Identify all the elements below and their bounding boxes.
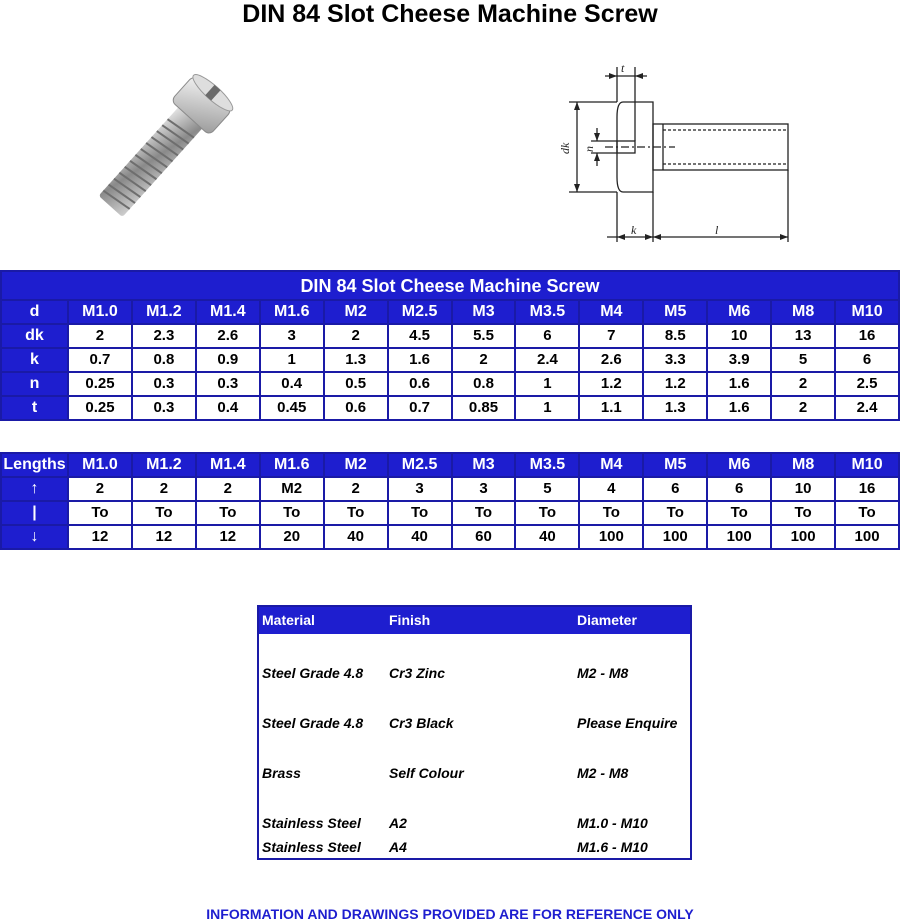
table-row: [1, 372, 899, 396]
value-cell: 40: [388, 525, 452, 549]
value-cell: To: [260, 501, 324, 525]
value-cell: 40: [515, 525, 579, 549]
value-cell: 5: [771, 348, 835, 372]
value-cell: 100: [835, 525, 899, 549]
value-cell: 12: [132, 525, 196, 549]
label-l: l: [715, 223, 719, 237]
value-cell: 1.6: [388, 348, 452, 372]
value-cell: 10: [771, 477, 835, 501]
value-cell: 2.6: [196, 324, 260, 348]
diameter-cell: M2 - M8: [577, 765, 629, 781]
value-cell: 0.3: [132, 372, 196, 396]
value-cell: 5.5: [452, 324, 516, 348]
materials-header: [259, 607, 690, 634]
value-cell: To: [515, 501, 579, 525]
size-header: M1.4: [196, 300, 260, 324]
value-cell: 100: [707, 525, 771, 549]
table-row: [1, 396, 899, 420]
value-cell: 3: [452, 477, 516, 501]
value-cell: 0.25: [68, 396, 132, 420]
diameter-cell: M1.6 - M10: [577, 839, 648, 855]
value-cell: 0.7: [388, 396, 452, 420]
table-caption: DIN 84 Slot Cheese Machine Screw: [1, 271, 899, 300]
row-label-header: Lengths: [1, 453, 68, 477]
material-cell: Steel Grade 4.8: [262, 665, 364, 681]
value-cell: 0.4: [196, 396, 260, 420]
value-cell: 0.8: [132, 348, 196, 372]
size-header: M3: [452, 300, 516, 324]
table-row: [1, 501, 899, 525]
value-cell: 1.1: [579, 396, 643, 420]
disclaimer-footer: INFORMATION AND DRAWINGS PROVIDED ARE FOR REFERENCE ONLY: [206, 906, 694, 922]
value-cell: 2: [132, 477, 196, 501]
value-cell: 0.4: [260, 372, 324, 396]
value-cell: 10: [707, 324, 771, 348]
technical-drawing: [555, 62, 800, 247]
header-diameter: Diameter: [577, 612, 637, 628]
value-cell: 2: [324, 324, 388, 348]
value-cell: To: [452, 501, 516, 525]
value-cell: 8.5: [643, 324, 707, 348]
diameter-cell: M1.0 - M10: [577, 815, 648, 831]
material-cell: Steel Grade 4.8: [262, 715, 364, 731]
size-header: M8: [771, 300, 835, 324]
size-header: M3.5: [515, 300, 579, 324]
row-label: k: [1, 348, 68, 372]
material-cell: Stainless Steel: [262, 815, 361, 831]
value-cell: 0.6: [388, 372, 452, 396]
value-cell: 1.6: [707, 372, 771, 396]
value-cell: 12: [68, 525, 132, 549]
value-cell: 20: [260, 525, 324, 549]
value-cell: To: [132, 501, 196, 525]
value-cell: 1: [260, 348, 324, 372]
value-cell: 40: [324, 525, 388, 549]
table-row: [1, 324, 899, 348]
value-cell: 3.3: [643, 348, 707, 372]
screw-photo: [78, 62, 250, 232]
diameter-cell: M2 - M8: [577, 665, 629, 681]
value-cell: 2.3: [132, 324, 196, 348]
value-cell: 5: [515, 477, 579, 501]
value-cell: To: [835, 501, 899, 525]
materials-table: [257, 605, 692, 860]
value-cell: 0.8: [452, 372, 516, 396]
size-header: M1.2: [132, 453, 196, 477]
material-row: [259, 812, 690, 834]
size-header: M10: [835, 300, 899, 324]
table-row: [1, 477, 899, 501]
value-cell: To: [643, 501, 707, 525]
value-cell: 0.3: [132, 396, 196, 420]
header-finish: Finish: [389, 612, 431, 628]
material-row: [259, 712, 690, 734]
value-cell: 0.3: [196, 372, 260, 396]
header-row: [1, 300, 899, 324]
value-cell: 2.4: [835, 396, 899, 420]
value-cell: 6: [835, 348, 899, 372]
size-header: M1.2: [132, 300, 196, 324]
value-cell: 0.6: [324, 396, 388, 420]
label-t: t: [621, 62, 625, 75]
value-cell: 7: [579, 324, 643, 348]
table-row: [1, 348, 899, 372]
value-cell: 12: [196, 525, 260, 549]
value-cell: 0.25: [68, 372, 132, 396]
size-header: M2.5: [388, 300, 452, 324]
value-cell: 2: [68, 477, 132, 501]
header-row: [1, 453, 899, 477]
value-cell: 0.45: [260, 396, 324, 420]
value-cell: 100: [643, 525, 707, 549]
material-cell: Brass: [262, 765, 301, 781]
size-header: M10: [835, 453, 899, 477]
row-label: n: [1, 372, 68, 396]
value-cell: 6: [643, 477, 707, 501]
value-cell: 2: [771, 372, 835, 396]
value-cell: 16: [835, 324, 899, 348]
value-cell: To: [324, 501, 388, 525]
label-n: n: [582, 146, 596, 152]
value-cell: 0.7: [68, 348, 132, 372]
finish-cell: Cr3 Black: [389, 715, 454, 731]
value-cell: 2: [452, 348, 516, 372]
value-cell: To: [579, 501, 643, 525]
size-header: M6: [707, 300, 771, 324]
size-header: M4: [579, 300, 643, 324]
size-header: M3.5: [515, 453, 579, 477]
value-cell: To: [771, 501, 835, 525]
size-header: M5: [643, 300, 707, 324]
value-cell: 3: [260, 324, 324, 348]
value-cell: 1: [515, 396, 579, 420]
value-cell: 6: [515, 324, 579, 348]
value-cell: To: [707, 501, 771, 525]
finish-cell: Self Colour: [389, 765, 464, 781]
value-cell: 100: [579, 525, 643, 549]
value-cell: 1.3: [643, 396, 707, 420]
label-k: k: [631, 223, 637, 237]
row-label: |: [1, 501, 68, 525]
size-header: M5: [643, 453, 707, 477]
value-cell: 6: [707, 477, 771, 501]
size-header: M1.4: [196, 453, 260, 477]
value-cell: 2: [196, 477, 260, 501]
value-cell: 3: [388, 477, 452, 501]
value-cell: 2.4: [515, 348, 579, 372]
row-label: t: [1, 396, 68, 420]
dimensions-table: [0, 270, 900, 421]
value-cell: 2: [771, 396, 835, 420]
value-cell: 2.6: [579, 348, 643, 372]
size-header: M2: [324, 300, 388, 324]
material-cell: Stainless Steel: [262, 839, 361, 855]
lengths-table: [0, 452, 900, 550]
value-cell: M2: [260, 477, 324, 501]
value-cell: 4: [579, 477, 643, 501]
size-header: M1.6: [260, 453, 324, 477]
diameter-cell: Please Enquire: [577, 715, 678, 731]
value-cell: 16: [835, 477, 899, 501]
size-header: M4: [579, 453, 643, 477]
table-row: [1, 525, 899, 549]
size-header: M3: [452, 453, 516, 477]
value-cell: 1.2: [643, 372, 707, 396]
row-label: ↑: [1, 477, 68, 501]
value-cell: 0.9: [196, 348, 260, 372]
label-dk: dk: [558, 142, 572, 154]
header-material: Material: [262, 612, 315, 628]
finish-cell: Cr3 Zinc: [389, 665, 446, 681]
size-header: M1.0: [68, 300, 132, 324]
value-cell: 13: [771, 324, 835, 348]
size-header: M1.6: [260, 300, 324, 324]
value-cell: 100: [771, 525, 835, 549]
value-cell: 2.5: [835, 372, 899, 396]
value-cell: To: [196, 501, 260, 525]
value-cell: 2: [68, 324, 132, 348]
material-row: [259, 762, 690, 784]
finish-cell: A4: [389, 839, 407, 855]
row-label: dk: [1, 324, 68, 348]
value-cell: 0.5: [324, 372, 388, 396]
value-cell: 1.2: [579, 372, 643, 396]
value-cell: 1: [515, 372, 579, 396]
value-cell: 3.9: [707, 348, 771, 372]
size-header: M2.5: [388, 453, 452, 477]
finish-cell: A2: [389, 815, 407, 831]
value-cell: To: [388, 501, 452, 525]
value-cell: 2: [324, 477, 388, 501]
size-header: M6: [707, 453, 771, 477]
row-label: ↓: [1, 525, 68, 549]
size-header: M2: [324, 453, 388, 477]
value-cell: 0.85: [452, 396, 516, 420]
page-title: DIN 84 Slot Cheese Machine Screw: [242, 0, 658, 28]
material-row: [259, 662, 690, 684]
value-cell: 1.3: [324, 348, 388, 372]
value-cell: To: [68, 501, 132, 525]
row-label-header: d: [1, 300, 68, 324]
material-row: [259, 836, 690, 858]
value-cell: 4.5: [388, 324, 452, 348]
size-header: M8: [771, 453, 835, 477]
size-header: M1.0: [68, 453, 132, 477]
value-cell: 60: [452, 525, 516, 549]
value-cell: 1.6: [707, 396, 771, 420]
